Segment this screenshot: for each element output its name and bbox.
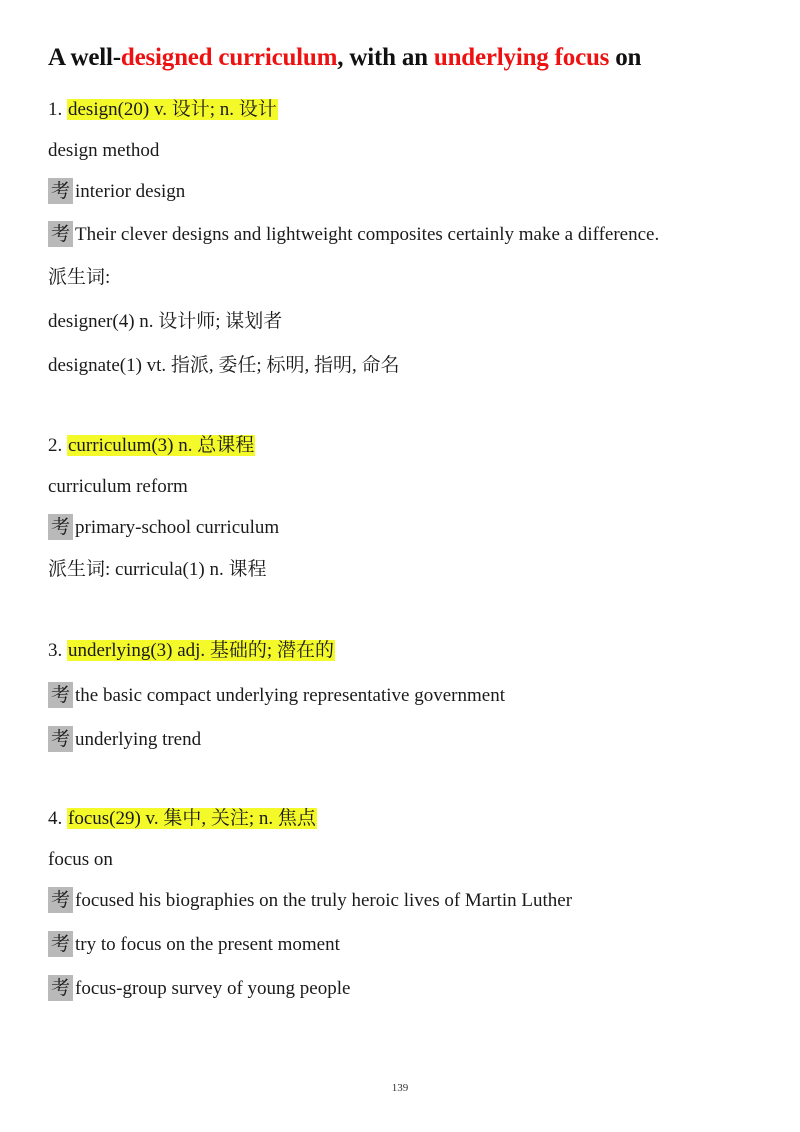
entry-1-derivative-2: designate(1) vt. 指派, 委任; 标明, 指明, 命名 [48,355,400,376]
entry-1-derivatives-label: 派生词: [48,267,111,288]
entry-4-phrase: focus on [48,849,113,870]
entry-2-phrase: curriculum reform [48,476,188,497]
example-text: interior design [75,181,186,202]
exam-mark-badge: 考 [48,514,73,540]
entry-number: 3. [48,640,63,661]
entry-3-example-2 [48,726,201,753]
exam-mark-badge: 考 [48,178,73,204]
example-text: try to focus on the present moment [75,934,340,955]
example-text: focused his biographies on the truly heroic lives of Martin Luther [75,890,573,911]
exam-mark-badge: 考 [48,887,73,913]
entry-headword: focus(29) v. 集中, 关注; n. 焦点 [68,808,316,829]
entry-2-derivatives: 派生词: curricula(1) n. 课程 [48,559,267,580]
example-text: primary-school curriculum [75,517,280,538]
entry-3-example-1 [48,682,505,709]
example-text: focus-group survey of young people [75,978,351,999]
entry-4-headword-line [48,806,317,832]
title-part-4: underlying focus [433,44,610,71]
page-title [48,44,641,72]
exam-mark-badge: 考 [48,931,73,957]
entry-1-headword-line [48,97,278,123]
entry-number: 2. [48,435,63,456]
exam-mark-badge: 考 [48,726,73,752]
example-text: Their clever designs and lightweight composites certainly make a difference. [75,224,660,245]
example-text: underlying trend [75,729,202,750]
entry-1-example-1 [48,178,185,205]
entry-1-derivative-1: designer(4) n. 设计师; 谋划者 [48,311,283,332]
entry-2-example-1 [48,514,279,541]
entry-2-headword-line [48,433,255,459]
exam-mark-badge: 考 [48,975,73,1001]
entry-1-example-2 [48,221,659,248]
title-part-3: , with an [337,44,434,71]
exam-mark-badge: 考 [48,221,73,247]
title-part-2: designed curriculum [120,44,338,71]
entry-4-example-3 [48,975,350,1002]
entry-4-example-1 [48,887,572,914]
exam-mark-badge: 考 [48,682,73,708]
title-part-1: A well- [48,44,121,71]
entry-number: 1. [48,99,63,120]
entry-headword: design(20) v. 设计; n. 设计 [68,99,277,120]
entry-headword: underlying(3) adj. 基础的; 潜在的 [68,640,334,661]
entry-headword: curriculum(3) n. 总课程 [68,435,255,456]
entry-1-phrase: design method [48,140,160,161]
entry-3-headword-line [48,638,335,664]
entry-4-example-2 [48,931,340,958]
page-number: 139 [391,1082,409,1094]
entry-number: 4. [48,808,63,829]
example-text: the basic compact underlying representative government [75,685,505,706]
title-part-5: on [609,44,642,71]
